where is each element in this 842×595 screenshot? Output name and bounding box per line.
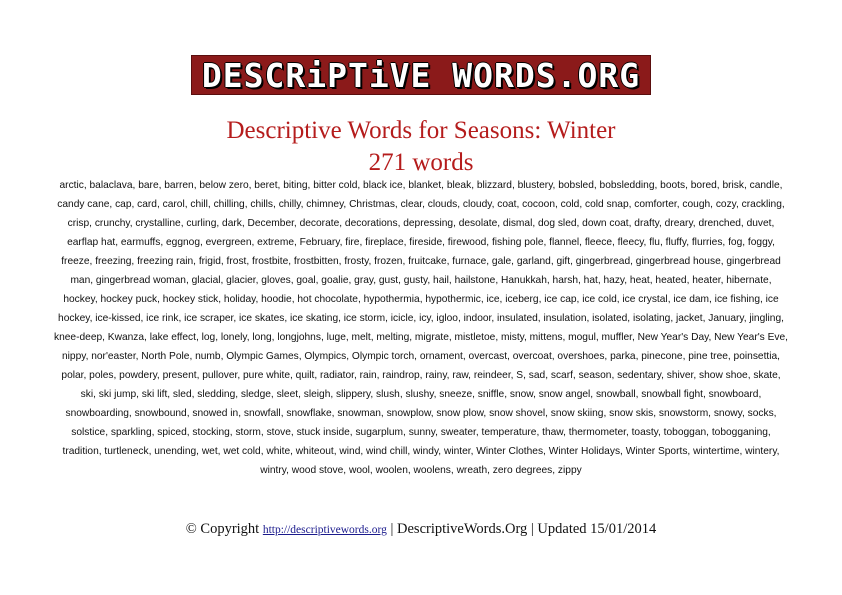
page-title: Descriptive Words for Seasons: Winter (226, 117, 616, 144)
footer-info: | DescriptiveWords.Org | Updated 15/01/2014 (390, 521, 657, 537)
site-logo[interactable] (191, 55, 651, 95)
word-list: arctic, balaclava, bare, barren, below zero, beret, biting, bitter cold, black ice, blanket, bleak, blizzard, blustery, bobsled, bobsledding, boots, bored, brisk, candle, candy cane, cap, card, carol, chill, chilling, chills, chilly, chimney, Christmas, clear, clouds, cloudy, coat, cocoon, cold, cold snap, comforter, cough, cozy, crackling, crisp, crunchy, crystalline, curling, dark, December, decorate, decorations, depressing, desolate, dismal, dog sled, down coat, drafty, dreary, drenched, duvet, earflap hat, earmuffs, eggnog, evergreen, extreme, February, fire, fireplace, fireside, firewood, fishing pole, flannel, fleece, fleecy, flu, fluffy, flurries, fog, foggy, freeze, freezing, freezing rain, frigid, frost, frostbite, frostbitten, frosty, frozen, fruitcake, furnace, gale, garland, gift, gingerbread, gingerbread house, gingerbread man, gingerbread woman, glacial, glacier, gloves, goal, goalie, gray, gust, gusty, hail, hailstone, Hanukkah, harsh, hat, hazy, heat, heated, heater, hibernate, hockey, hockey puck, hockey stick, holiday, hoodie, hot chocolate, hypothermia, hypothermic, ice, iceberg, ice cap, ice cold, ice crystal, ice dam, ice fishing, ice hockey, ice-kissed, ice rink, ice scraper, ice skates, ice skating, ice storm, icicle, icy, igloo, indoor, insulated, insulation, isolated, isolating, jacket, January, jingling, knee-deep, Kwanza, lake effect, log, lonely, long, longjohns, luge, melt, melting, migrate, mistletoe, misty, mittens, mogul, muffler, New Year's Day, New Year's Eve, nippy, nor'easter, North Pole, numb, Olympic Games, Olympics, Olympic torch, ornament, overcast, overcoat, overshoes, parka, pinecone, pine tree, poinsettia, polar, poles, powdery, present, pullover, pure white, quilt, radiator, rain, raindrop, rainy, raw, reindeer, S, sad, scarf, season, sedentary, shiver, show shoe, skate, ski, ski jump, ski lift, sled, sledding, sledge, sleet, sleigh, slippery, slush, slushy, sneeze, sniffle, snow, snow angel, snowball, snowball fight, snowboard, snowboarding, snowbound, snowed in, snowfall, snowflake, snowman, snowplow, snow plow, snow shovel, snow skiing, snow skis, snowstorm, snowy, socks, solstice, sparkling, spiced, stocking, storm, stove, stuck inside, sugarplum, sunny, sweater, temperature, thaw, thermometer, toasty, toboggan, tobogganing, tradition, turtleneck, unending, wet, wet cold, white, whiteout, wind, wind chill, windy, winter, Winter Clothes, Winter Holidays, Winter Sports, wintertime, wintery, wintry, wood stove, wool, woolen, woolens, wreath, zero degrees, zippy (54, 180, 788, 476)
word-count: 271 words (368, 149, 474, 176)
footer (0, 521, 842, 538)
logo-text: DESCRiPTiVE WORDS.ORG (201, 55, 641, 95)
site-link[interactable]: http://descriptivewords.org (262, 524, 387, 536)
copyright-text: © Copyright (185, 521, 260, 537)
